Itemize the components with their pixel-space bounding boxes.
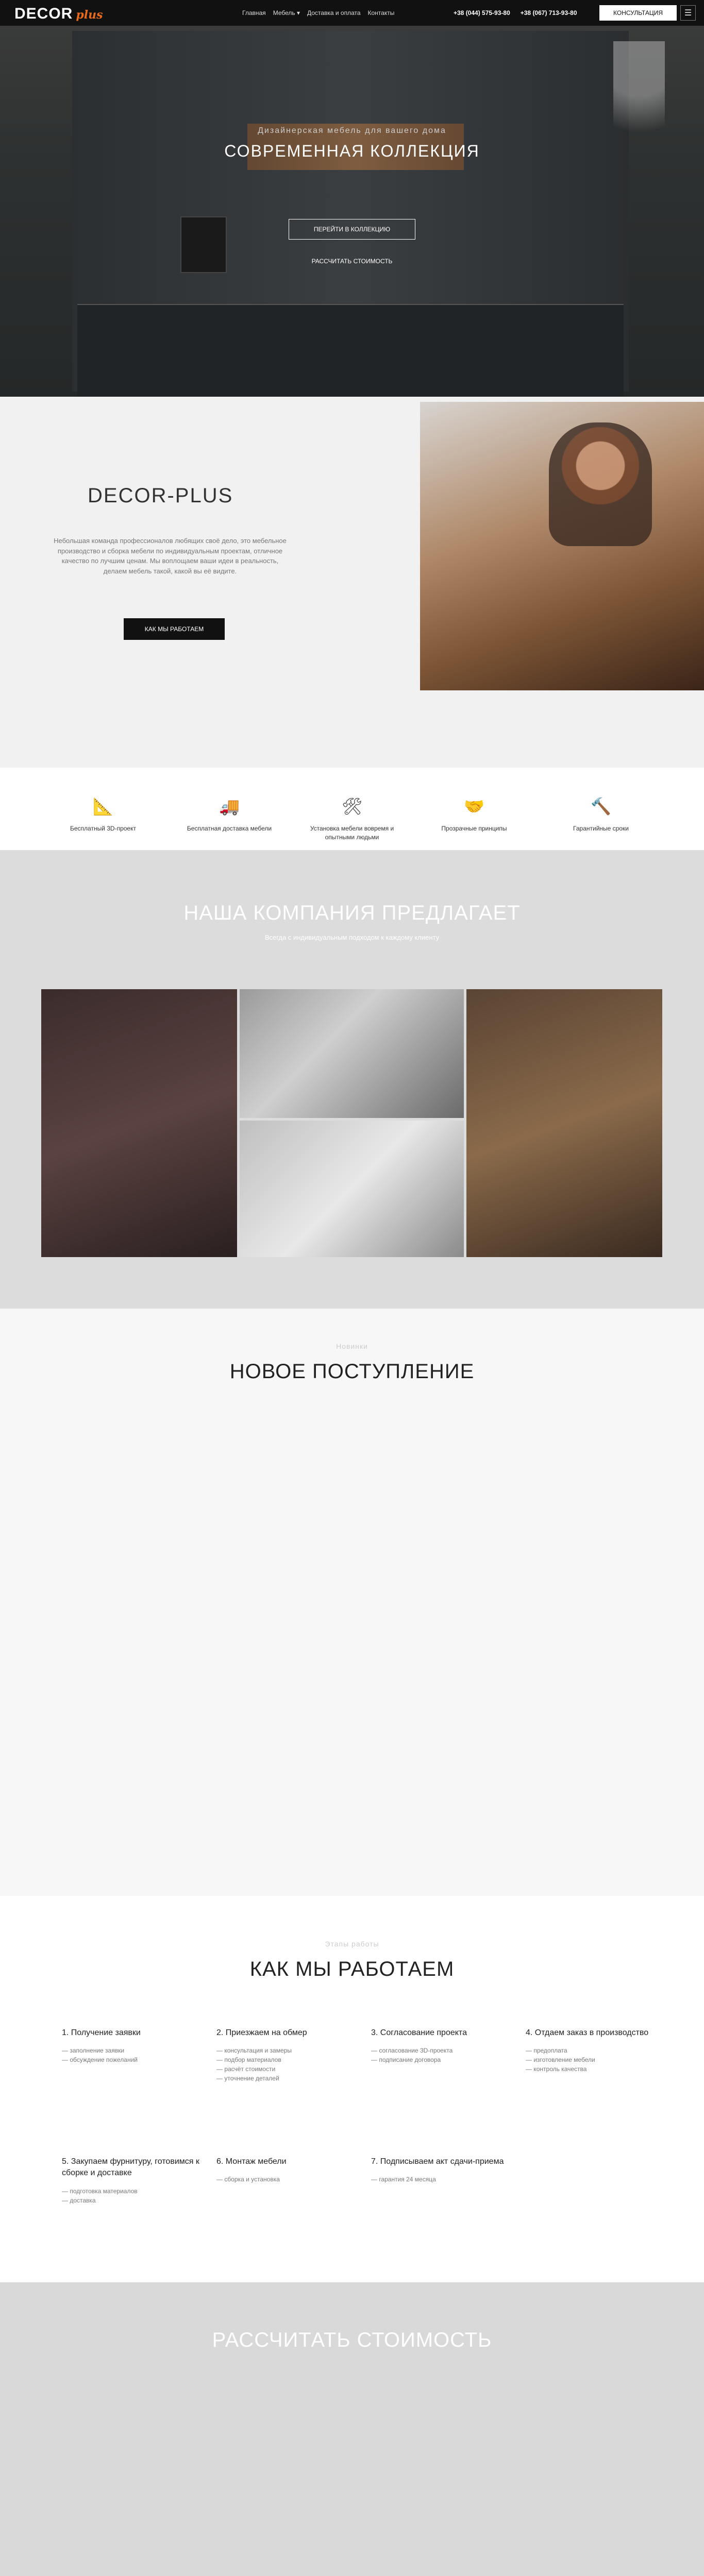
offer-image-3[interactable] (240, 1121, 464, 1257)
offer-image-2[interactable] (240, 989, 464, 1118)
features-section (0, 768, 704, 850)
step-title: 4. Отдаем заказ в производство (526, 2028, 649, 2037)
feature-warranty (549, 793, 652, 833)
feature-principles (423, 793, 526, 833)
nav-item-contacts[interactable]: Контакты (367, 9, 395, 16)
hero-section (0, 0, 704, 397)
feature-label: Гарантийные сроки (573, 825, 629, 832)
handshake-icon: 🤝 (464, 797, 484, 816)
phone-link-1[interactable]: +38 (044) 575-93-80 (454, 9, 510, 16)
hammer-icon: 🔨 (591, 797, 611, 816)
step-title: 6. Монтаж мебели (216, 2157, 287, 2166)
logo-plus: plus (76, 8, 103, 22)
logo[interactable] (14, 5, 103, 23)
nav-item-delivery[interactable]: Доставка и оплата (307, 9, 361, 16)
how-caption: Этапы работы (325, 1940, 379, 1948)
main-nav (242, 9, 394, 16)
step-title: 3. Согласование проекта (371, 2028, 467, 2037)
ruler-icon: 📐 (93, 797, 113, 816)
feature-delivery (178, 793, 281, 833)
hero-calc-link[interactable]: РАССЧИТАТЬ СТОИМОСТЬ (311, 258, 393, 265)
how-we-work-section (0, 1896, 704, 2282)
step-desc: — подготовка материалов — доставка (62, 2187, 138, 2204)
step-desc: — согласование 3D-проекта — подписание договора (371, 2047, 453, 2064)
calc-title: РАССЧИТАТЬ СТОИМОСТЬ (212, 2329, 492, 2351)
step-6 (216, 2156, 356, 2184)
step-2 (216, 2027, 356, 2083)
consultation-button[interactable]: КОНСУЛЬТАЦИЯ (599, 5, 677, 21)
step-1 (62, 2027, 201, 2064)
step-4 (526, 2027, 665, 2074)
hero-cabinets (77, 304, 624, 397)
hero-light (613, 41, 665, 237)
how-title: КАК МЫ РАБОТАЕМ (249, 1958, 455, 1980)
step-5 (62, 2156, 201, 2205)
hamburger-icon[interactable]: ☰ (680, 5, 696, 21)
step-title: 2. Приезжаем на обмер (216, 2028, 307, 2037)
step-desc: — гарантия 24 месяца (371, 2176, 436, 2183)
how-we-work-button[interactable]: КАК МЫ РАБОТАЕМ (124, 618, 225, 640)
about-company-name: DECOR-PLUS (88, 484, 233, 507)
step-title: 7. Подписываем акт сдачи-приема (371, 2157, 504, 2166)
offers-subtitle: Всегда с индивидуальным подходом к каждому клиенту (264, 934, 440, 941)
carpenter-figure (549, 422, 652, 546)
about-section (0, 397, 704, 768)
offer-image-4[interactable] (466, 989, 662, 1257)
feature-label: Прозрачные принципы (441, 825, 507, 832)
step-7 (371, 2156, 510, 2184)
step-desc: — заполнение заявки — обсуждение пожеланий (62, 2047, 138, 2064)
feature-label: Бесплатный 3D-проект (70, 825, 136, 832)
nav-item-home[interactable]: Главная (242, 9, 266, 16)
logo-main: DECOR (14, 5, 73, 22)
offers-title: НАША КОМПАНИЯ ПРЕДЛАГАЕТ (183, 902, 521, 924)
step-desc: — предоплата — изготовление мебели — контроль качества (526, 2047, 595, 2073)
step-title: 5. Закупаем фурнитуру, готовимся к сборке и доставке (62, 2157, 199, 2178)
step-title: 1. Получение заявки (62, 2028, 141, 2037)
calc-section (0, 2282, 704, 2576)
hero-collection-button[interactable]: ПЕРЕЙТИ В КОЛЛЕКЦИЮ (289, 219, 415, 240)
step-desc: — сборка и установка (216, 2176, 280, 2183)
hero-title: СОВРЕМЕННАЯ КОЛЛЕКЦИЯ (224, 142, 480, 160)
carpenter-photo (420, 402, 704, 690)
step-3 (371, 2027, 510, 2064)
new-arrivals-caption: Новинки (336, 1342, 368, 1350)
top-bar (0, 0, 704, 26)
offers-section (0, 850, 704, 1309)
feature-install (300, 793, 404, 842)
new-arrivals-title: НОВОЕ ПОСТУПЛЕНИЕ (229, 1360, 475, 1383)
hero-subtitle: Дизайнерская мебель для вашего дома (258, 126, 446, 135)
header-phones (454, 9, 577, 16)
offer-image-1[interactable] (41, 989, 237, 1257)
feature-3d (52, 793, 155, 833)
step-desc: — консультация и замеры — подбор материалов — расчёт стоимости — уточнение деталей (216, 2047, 292, 2082)
new-arrivals-section (0, 1309, 704, 1896)
about-text: Небольшая команда профессионалов любящих своё дело, это мебельное производство и сборка мебели по индивидуальным проектам, отличное качество по лучшим ценам. Мы воплощаем ваши идеи в реальность, делаем мебель такой, какой вы её видите. (54, 537, 287, 575)
feature-label: Установка мебели вовремя и опытными людьми (310, 825, 394, 841)
feature-label: Бесплатная доставка мебели (187, 825, 272, 832)
nav-item-furniture[interactable]: Мебель ▾ (273, 9, 300, 16)
phone-link-2[interactable]: +38 (067) 713-93-80 (520, 9, 577, 16)
tools-icon: 🛠 (341, 797, 363, 816)
truck-icon: 🚚 (219, 797, 240, 816)
